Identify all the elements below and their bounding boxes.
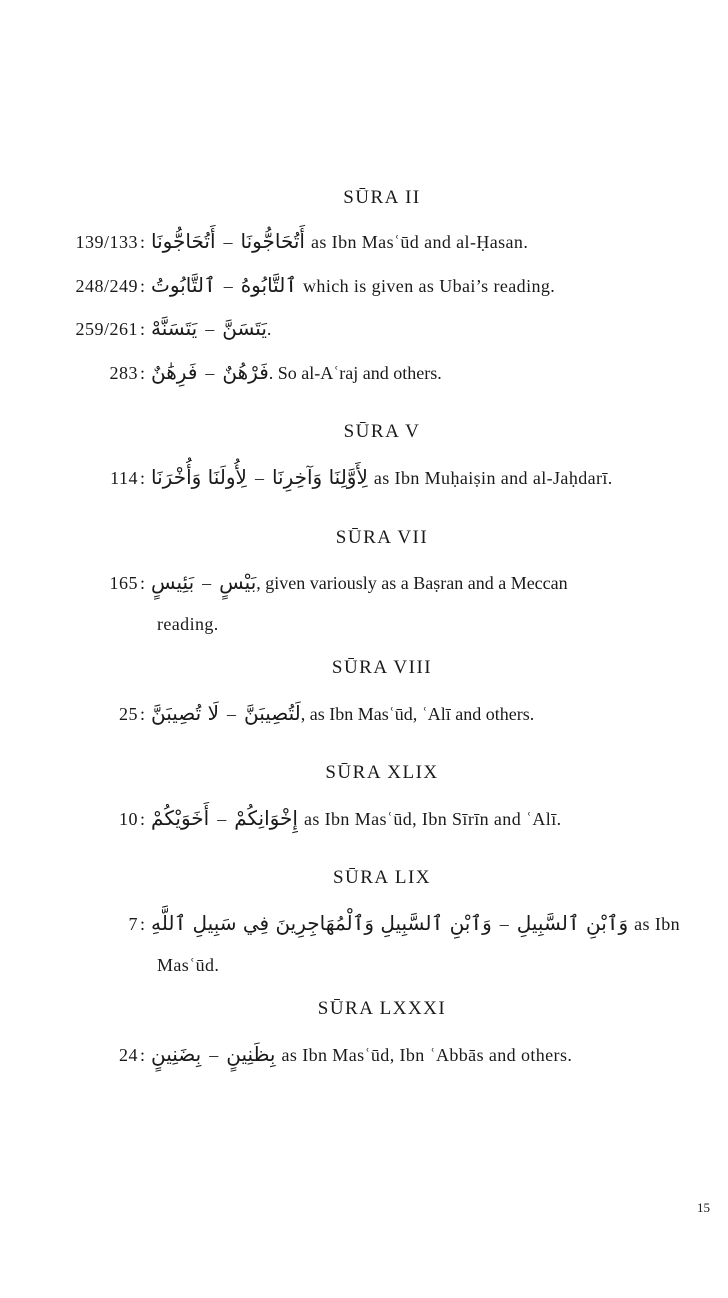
section-heading: SŪRA LXXXI	[317, 998, 447, 1019]
entry-continuation: Masʿūd.	[157, 955, 220, 975]
entry-comment: as Ibn Masʿūd, Ibn ʿAbbās and others.	[281, 1045, 573, 1065]
section-heading: SŪRA VII	[335, 527, 429, 548]
verse-ref: 248/249	[75, 276, 138, 296]
entry-comment: . So al-Aʿraj and others.	[268, 363, 442, 383]
page-number: 15	[697, 1200, 710, 1215]
entry-continuation: reading.	[157, 614, 219, 634]
entry-line: 283 : فَرِهَٰنٌ – فَرْهُنٌ . So al-Aʿraj and others.	[60, 360, 442, 384]
entry-comment: which is given as Ubai’s reading.	[303, 276, 556, 296]
entry-comment: , given variously as a Baṣran and a Meccan	[256, 573, 568, 593]
arabic-text: لَا تُصِيبَنَّ	[151, 701, 219, 725]
entry-line: 114 : لِأُولَنَا وَأُخْرَنَا – لِأَوَّلِنَا وَآخِرِنَا as Ibn Muḥaiṣin and al-Jaḥdarī.	[60, 465, 613, 489]
arabic-variant: لِأَوَّلِنَا وَآخِرِنَا	[271, 465, 368, 489]
section-heading: SŪRA VIII	[331, 657, 433, 678]
arabic-text: فَرِهَٰنٌ	[151, 360, 198, 384]
arabic-variant: يَتَسَنَّ	[222, 316, 267, 340]
arabic-variant: لَتُصِيبَنَّ	[243, 701, 301, 725]
section-heading: SŪRA II	[343, 187, 421, 208]
entry-comment: as Ibn	[634, 914, 681, 934]
entry-line: 139/133 : أَتُحَاجُّونَا – أَتُحَاجُّونَا as Ibn Masʿūd and al-Ḥasan.	[60, 229, 528, 253]
arabic-text: بَئِيسٍ	[151, 570, 195, 594]
entry-line: 24 : بِضَنِينٍ – بِظَنِينٍ as Ibn Masʿūd, Ibn ʿAbbās and others.	[60, 1042, 572, 1066]
section-heading: SŪRA XLIX	[325, 762, 439, 783]
entry-line: 7 : وَٱبْنِ ٱلسَّبِيلِ وَٱلْمُهَاجِرِينَ فِي سَبِيلِ ٱللَّهِ – وَٱبْنِ ٱلسَّبِيلِ as Ibn	[60, 911, 680, 935]
entry-comment: as Ibn Masʿūd, Ibn Sīrīn and ʿAlī.	[303, 809, 562, 829]
arabic-variant: أَتُحَاجُّونَا	[240, 229, 305, 253]
entry-comment: , as Ibn Masʿūd, ʿAlī and others.	[300, 704, 535, 724]
entry-comment: as Ibn Masʿūd and al-Ḥasan.	[310, 232, 529, 252]
entry-line: 10 : أَخَوَيْكُمْ – إِخْوَانِكُمْ as Ibn Masʿūd, Ibn Sīrīn and ʿAlī.	[60, 806, 562, 830]
arabic-text: ٱلتَّابُوتُ	[151, 273, 216, 297]
verse-ref: 114	[110, 468, 138, 488]
entry-comment: as Ibn Muḥaiṣin and al-Jaḥdarī.	[373, 468, 613, 488]
arabic-variant: ٱلتَّابُوهُ	[240, 273, 298, 297]
verse-ref: 7	[128, 914, 138, 934]
arabic-variant: بَيْسٍ	[219, 570, 257, 594]
verse-ref: 259/261	[75, 319, 138, 339]
arabic-text: لِأُولَنَا وَأُخْرَنَا	[151, 465, 247, 489]
section-heading: SŪRA LIX	[332, 867, 432, 888]
arabic-text: أَخَوَيْكُمْ	[151, 806, 210, 830]
verse-ref: 25	[119, 704, 138, 724]
arabic-variant: بِظَنِينٍ	[226, 1042, 276, 1066]
entry-comment: .	[266, 319, 272, 339]
arabic-variant: فَرْهُنٌ	[222, 360, 269, 384]
verse-ref: 24	[119, 1045, 138, 1065]
entry-line: 25 : لَا تُصِيبَنَّ – لَتُصِيبَنَّ , as Ibn Masʿūd, ʿAlī and others.	[60, 701, 534, 725]
arabic-text: وَٱبْنِ ٱلسَّبِيلِ وَٱلْمُهَاجِرِينَ فِي سَبِيلِ ٱللَّهِ	[151, 911, 492, 935]
arabic-text: بِضَنِينٍ	[151, 1042, 202, 1066]
arabic-text: أَتُحَاجُّونَا	[151, 229, 216, 253]
arabic-text: يَتَسَنَّهْ	[151, 316, 198, 340]
arabic-variant: إِخْوَانِكُمْ	[234, 806, 298, 830]
section-heading: SŪRA V	[343, 421, 421, 442]
verse-ref: 283	[109, 363, 138, 383]
verse-ref: 10	[119, 809, 138, 829]
verse-ref: 139/133	[75, 232, 138, 252]
entry-line: 165 : بَئِيسٍ – بَيْسٍ , given variously as a Baṣran and a Meccan	[60, 570, 568, 594]
entry-line: 248/249 : ٱلتَّابُوتُ – ٱلتَّابُوهُ which is given as Ubai’s reading.	[60, 273, 555, 297]
arabic-variant: وَٱبْنِ ٱلسَّبِيلِ	[516, 911, 629, 935]
verse-ref: 165	[109, 573, 138, 593]
entry-line: 259/261 : يَتَسَنَّهْ – يَتَسَنَّ .	[60, 316, 271, 340]
